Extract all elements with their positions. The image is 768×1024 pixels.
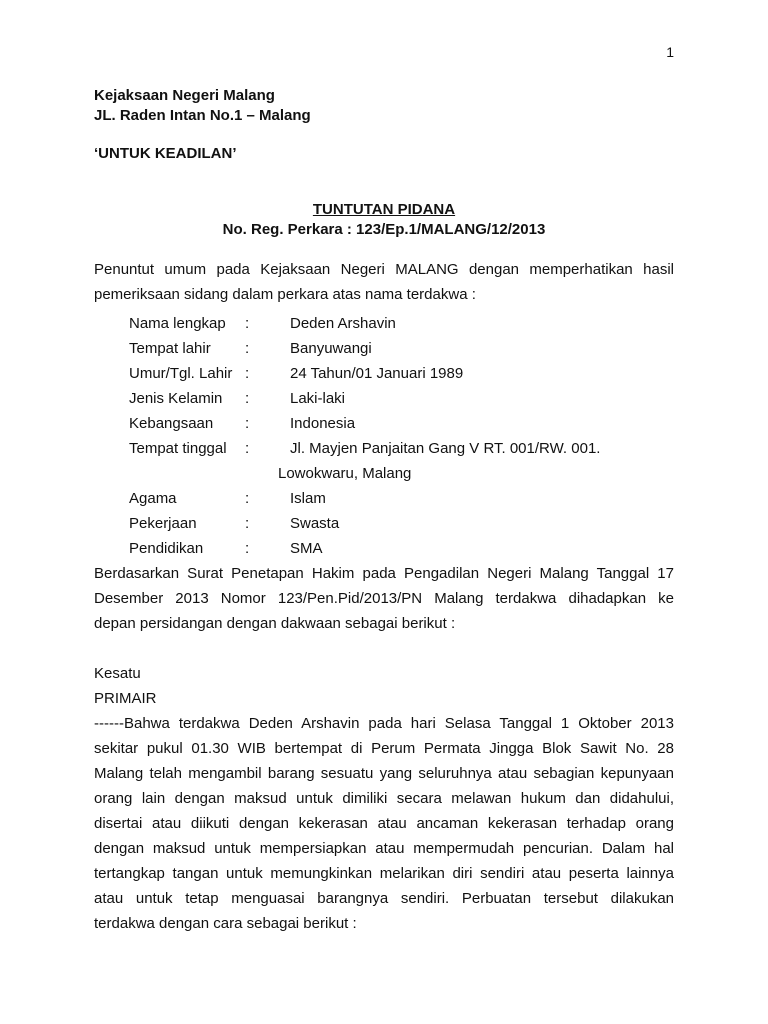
identity-row-occupation: [94, 511, 674, 536]
identity-colon: :: [245, 515, 250, 532]
identity-row-birthplace: [94, 336, 674, 361]
identity-label: Umur/Tgl. Lahir: [129, 365, 233, 382]
identity-label: Pekerjaan: [129, 515, 197, 532]
identity-row-education: [94, 536, 674, 561]
intro-paragraph: [94, 257, 674, 307]
paragraph-line: atau untuk tetap menguasai barangnya sendiri. Perbuatan tersebut dilakukan: [94, 890, 674, 907]
paragraph-line: sekitar pukul 01.30 WIB bertempat di Perum Permata Jingga Blok Sawit No. 28: [94, 740, 674, 757]
identity-label: Nama lengkap: [129, 315, 226, 332]
identity-value: Swasta: [290, 515, 340, 532]
paragraph-line: disertai atau diikuti dengan kekerasan atau ancaman kekerasan terhadap orang: [94, 815, 674, 832]
paragraph-line: ------Bahwa terdakwa Deden Arshavin pada hari Selasa Tanggal 1 Oktober 2013: [94, 715, 674, 732]
identity-value: Indonesia: [290, 415, 356, 432]
identity-label: Pendidikan: [129, 540, 204, 557]
identity-value: Laki-laki: [290, 390, 346, 407]
page-number: 1: [666, 44, 674, 60]
subsection-label: PRIMAIR: [94, 690, 157, 707]
paragraph-line: terdakwa dengan cara sebagai berikut :: [94, 915, 357, 932]
identity-value: 24 Tahun/01 Januari 1989: [290, 365, 464, 382]
identity-row-nationality: [94, 411, 674, 436]
identity-value: Jl. Mayjen Panjaitan Gang V RT. 001/RW. 001.: [290, 440, 601, 457]
identity-value: Deden Arshavin: [290, 315, 396, 332]
identity-colon: :: [245, 315, 250, 332]
primair-paragraph: [94, 711, 674, 936]
paragraph-line: Desember 2013 Nomor 123/Pen.Pid/2013/PN Malang terdakwa dihadapkan ke: [94, 590, 674, 607]
identity-label: Kebangsaan: [129, 415, 214, 432]
identity-row-name: [94, 311, 674, 336]
identity-row-gender: [94, 386, 674, 411]
paragraph-line: Malang telah mengambil barang sesuatu yang seluruhnya atau sebagian kepunyaan: [94, 765, 674, 782]
office-address: JL. Raden Intan No.1 – Malang: [94, 107, 311, 124]
document-title: TUNTUTAN PIDANA: [312, 201, 456, 218]
identity-colon: :: [245, 390, 250, 407]
identity-colon: :: [245, 440, 250, 457]
identity-label: Tempat tinggal: [129, 440, 227, 457]
identity-label: Jenis Kelamin: [129, 390, 223, 407]
section-label: Kesatu: [94, 665, 141, 682]
identity-value: Islam: [290, 490, 326, 507]
registration-number: No. Reg. Perkara : 123/Ep.1/MALANG/12/2013: [222, 221, 546, 238]
office-motto: ‘UNTUK KEADILAN’: [94, 145, 237, 162]
identity-label: Agama: [129, 490, 177, 507]
paragraph-line: tertangkap tangan untuk memungkinkan melarikan diri sendiri atau peserta lainnya: [94, 865, 674, 882]
identity-label: Tempat lahir: [129, 340, 211, 357]
paragraph-line: orang lain dengan maksud untuk dimiliki secara melawan hukum dan didahului,: [94, 790, 674, 807]
identity-value: SMA: [290, 540, 323, 557]
document-body: [94, 86, 674, 936]
identity-colon: :: [245, 365, 250, 382]
paragraph-line: depan persidangan dengan dakwaan sebagai berikut :: [94, 615, 456, 632]
identity-colon: :: [245, 415, 250, 432]
identity-residence-continuation: Lowokwaru, Malang: [278, 465, 412, 482]
identity-row-residence: [94, 436, 674, 461]
paragraph-line: dengan maksud untuk mempersiapkan atau mempermudah pencurian. Dalam hal: [94, 840, 674, 857]
identity-colon: :: [245, 340, 250, 357]
intro-line: Penuntut umum pada Kejaksaan Negeri MALANG dengan memperhatikan hasil: [94, 261, 674, 278]
paragraph-line: Berdasarkan Surat Penetapan Hakim pada Pengadilan Negeri Malang Tanggal 17: [94, 565, 674, 582]
identity-row-religion: [94, 486, 674, 511]
intro-line: pemeriksaan sidang dalam perkara atas nama terdakwa :: [94, 286, 476, 303]
office-name: Kejaksaan Negeri Malang: [94, 87, 275, 104]
identity-colon: :: [245, 490, 250, 507]
identity-value: Banyuwangi: [290, 340, 372, 357]
identity-row-age-birthdate: [94, 361, 674, 386]
identity-colon: :: [245, 540, 250, 557]
defendant-identity: [94, 311, 674, 561]
decision-paragraph: [94, 561, 674, 636]
